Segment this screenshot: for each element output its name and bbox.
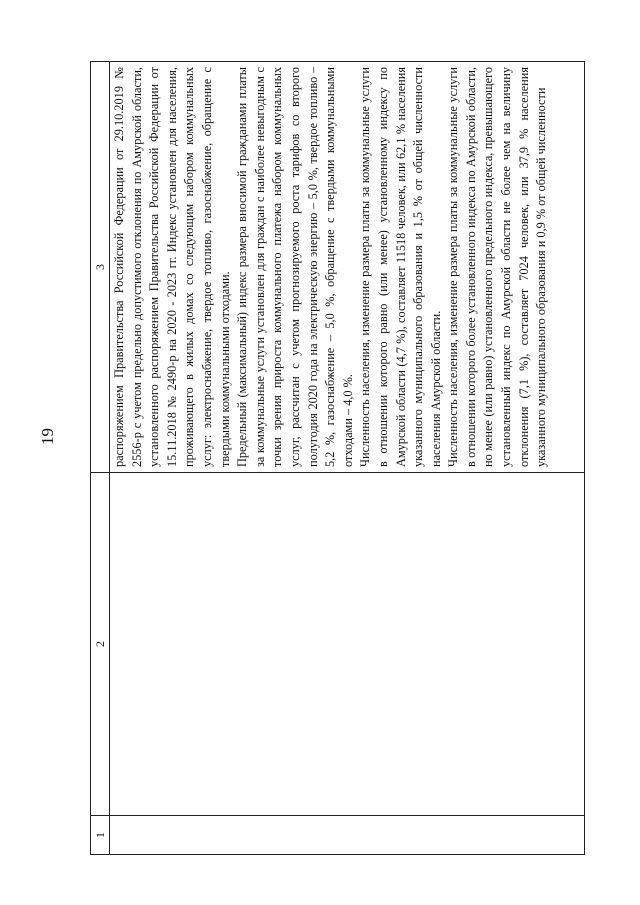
paragraph-2: Предельный (максимальный) индекс размера вносимой гражданами платы за коммунальные услуги установлен для граждан с наиболее невыгодным с точки зрения прироста коммунального платежа набором коммунальных услуг, рассчитан с учетом прогнозируемого роста тарифов со второго полугодия 2020 года на электрическую энергию – 5,0 %, твердое топливо – 5,2 %, газоснабжение – 5,0 %, обращение с твердыми коммунальными отходами – 4,0 %. [235,67,355,467]
table-row [110,62,585,855]
header-col-2: 2 [91,473,110,816]
header-col-3: 3 [91,62,110,473]
rotated-table [90,65,585,855]
cell-text [110,62,551,472]
cell-col-1 [110,816,585,855]
cell-col-3 [110,62,585,473]
header-col-1: 1 [91,816,110,855]
document-table [90,61,585,855]
paragraph-1: распоряжением Правительства Российской Федерации от 29.10.2019 № 2556-р с учетом предельно допустимого отклонения по Амурской области, установленного распоряжением Правительства Российской Федерации от 15.11.2018 № 2490-р на 2020 - 2023 гг. Индекс установлен для населения, проживающего в жилых домах со следующим набором коммунальных услуг: электроснабжение, твердое топливо, газоснабжение, обращение с твердыми коммунальными отходами. [112,67,232,467]
table-header-row [91,62,110,855]
page-number: 19 [38,428,57,445]
cell-col-2 [110,473,585,816]
paragraph-3: Численность населения, изменение размера платы за коммунальные услуги в отношении которого равно (или менее) установленному индексу по Амурской области (4,7 %), составляет 11518 человек, или 62,1 % населения указанного муниципального образования и 1,5 % от общей численности населения Амурской области. [358,67,443,467]
paragraph-4: Численность населения, изменение размера платы за коммунальные услуги в отношении которого более установленного индекса по Амурской области, но менее (или равно) установленного предельного индекса, превышающего установленный индекс по Амурской области не более чем на величину отклонения (7,1 %), составляет 7024 человек, или 37,9 % населения указанного муниципального образования и 0,9 % от общей численности [446,67,549,467]
